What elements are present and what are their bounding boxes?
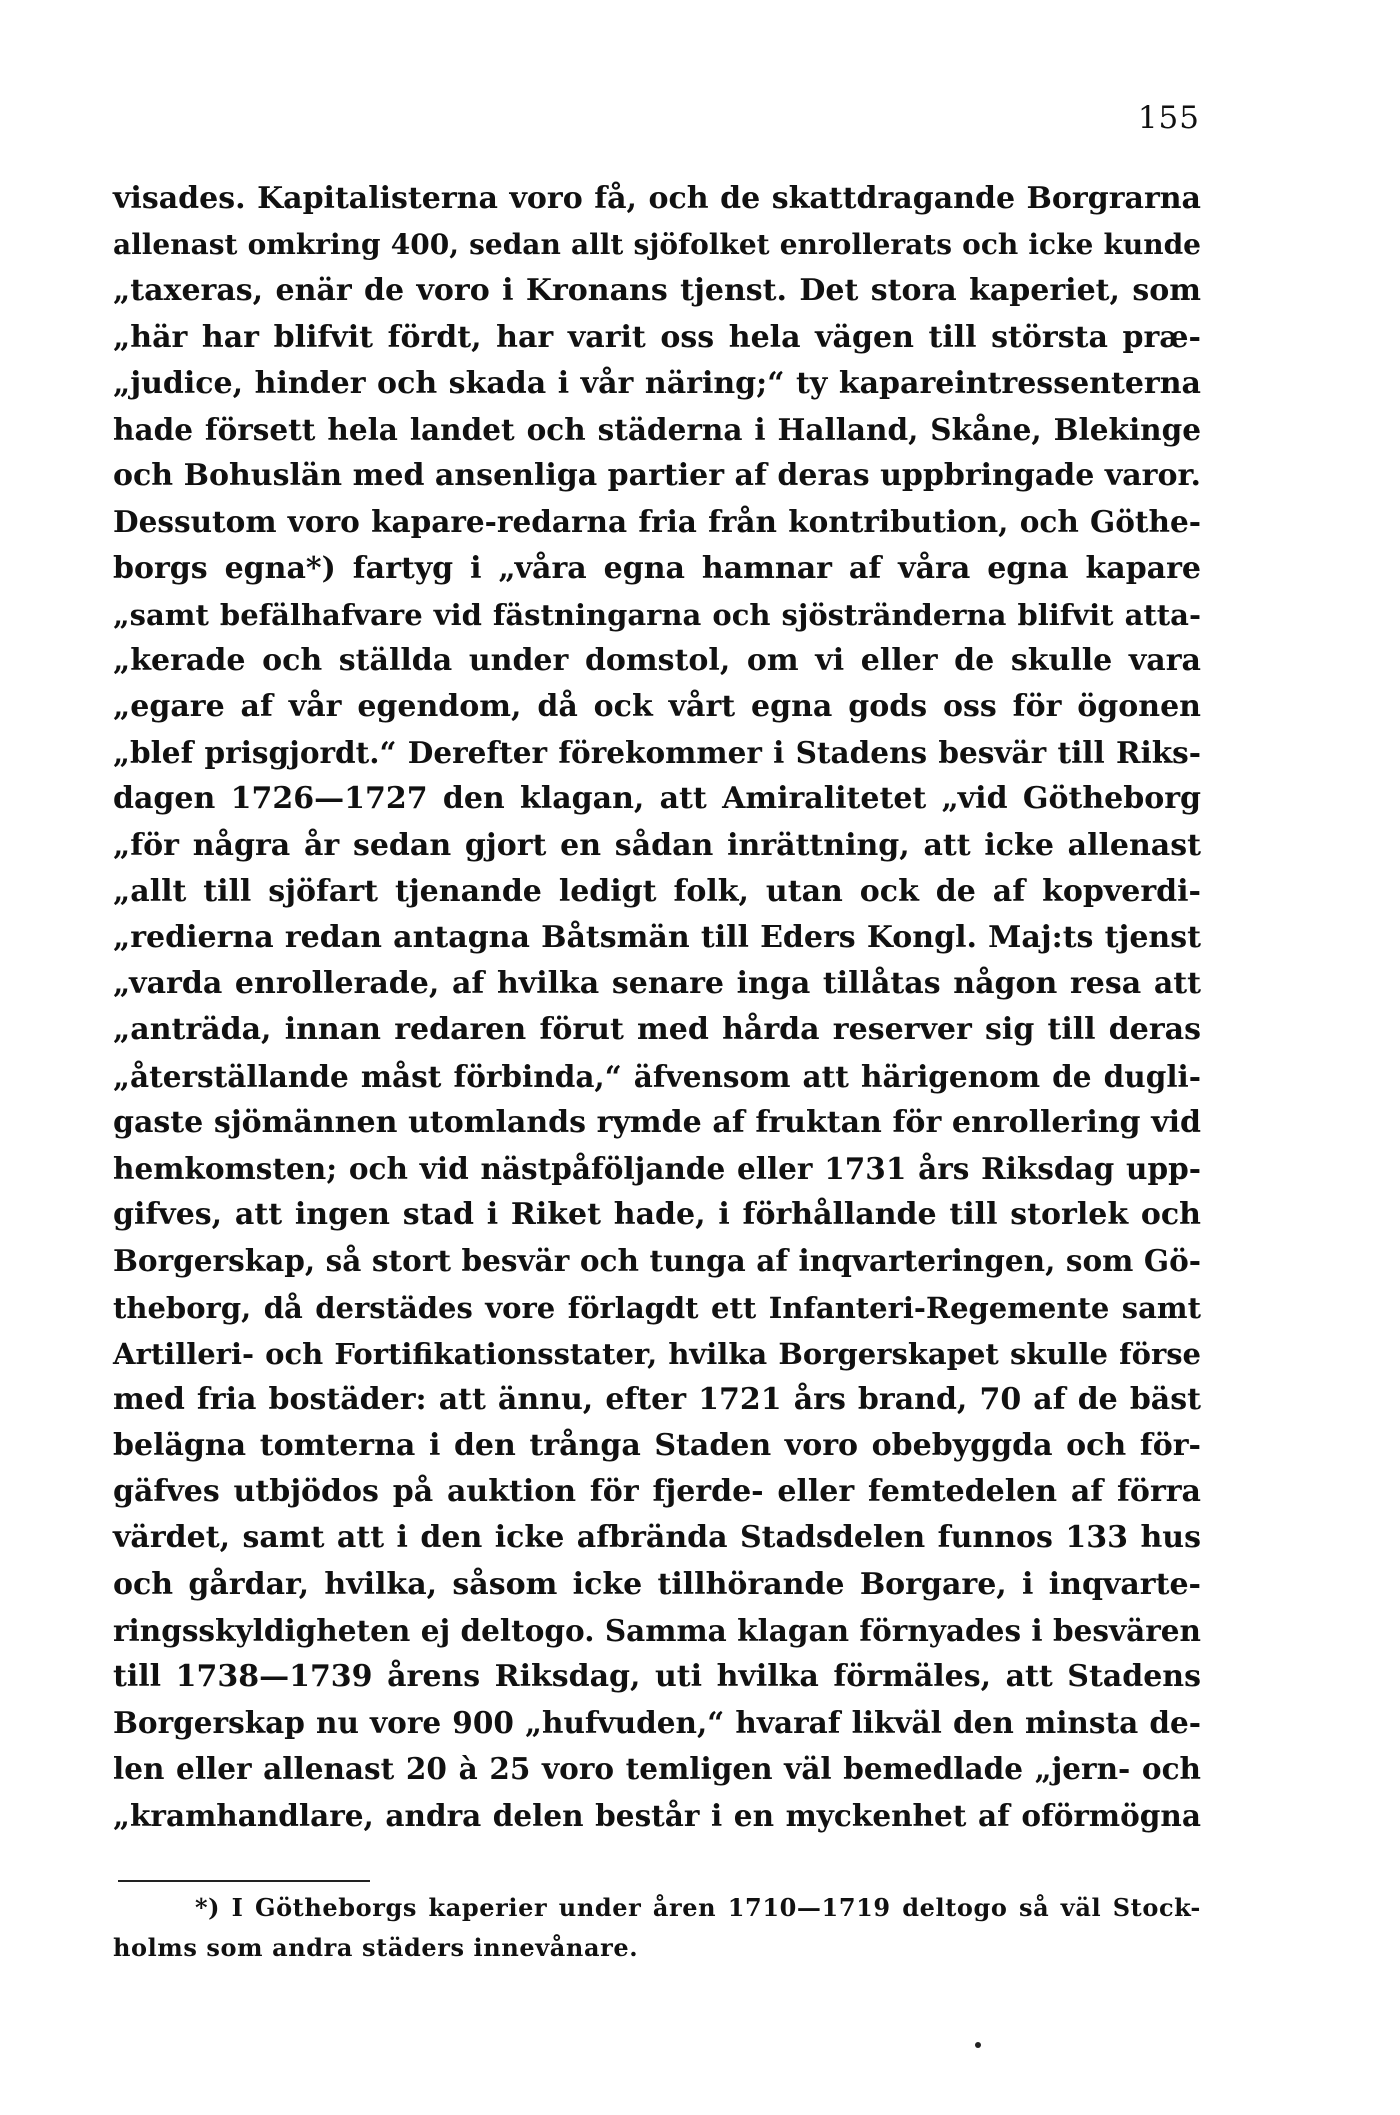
text-line: och Bohuslän med ansenliga partier af deras uppbringade varor. (113, 458, 1201, 494)
text-line: „anträda, innan redaren förut med hårda reserver sig till deras (113, 1012, 1201, 1048)
text-line: gaste sjömännen utomlands rymde af fruktan för enrollering vid (113, 1104, 1201, 1140)
text-line: „här har blifvit fördt, har varit oss hela vägen till största præ- (113, 319, 1201, 355)
text-line: „varda enrollerade, af hvilka senare inga tillåtas någon resa att (113, 966, 1201, 1002)
text-line: „taxeras, enär de voro i Kronans tjenst. Det stora kaperiet, som (113, 273, 1201, 309)
text-line: „samt befälhafvare vid fästningarna och sjöstränderna blifvit atta- (113, 597, 1201, 632)
text-line: len eller allenast 20 à 25 voro temligen väl bemedlade „jern- och (113, 1751, 1201, 1787)
footnote-line: holms som andra städers innevånare. (113, 1933, 639, 1962)
text-line: hemkomsten; och vid nästpåföljande eller 1731 års Riksdag upp- (113, 1150, 1201, 1186)
text-line: „allt till sjöfart tjenande ledigt folk, utan ock de af kopverdi- (113, 873, 1201, 909)
text-line: „redierna redan antagna Båtsmän till Eders Kongl. Maj:ts tjenst (113, 920, 1201, 955)
text-line: och gårdar, hvilka, såsom icke tillhörande Borgare, i inqvarte- (113, 1566, 1201, 1602)
text-line: theborg, då derstädes vore förlagdt ett Infanteri-Regemente samt (113, 1290, 1201, 1325)
text-line: hade försett hela landet och städerna i Halland, Skåne, Blekinge (113, 411, 1201, 447)
text-line: värdet, samt att i den icke afbrända Stadsdelen funnos 133 hus (113, 1520, 1201, 1556)
footnote (113, 1888, 1201, 1968)
text-line: „egare af vår egendom, då ock vårt egna gods oss för ögonen (113, 689, 1201, 725)
footnote-divider (118, 1880, 370, 1882)
page-number: 155 (1137, 100, 1200, 136)
body-text (113, 176, 1201, 1839)
text-line: med fria bostäder: att ännu, efter 1721 års brand, 70 af de bäst (113, 1381, 1201, 1417)
text-line: till 1738—1739 årens Riksdag, uti hvilka förmäles, att Stadens (113, 1659, 1201, 1694)
text-line: allenast omkring 400, sedan allt sjöfolket enrollerats och icke kunde (113, 228, 1201, 262)
print-speck (975, 2042, 981, 2048)
text-line: ringsskyldigheten ej deltogo. Samma klagan förnyades i besvären (113, 1612, 1201, 1648)
text-line: belägna tomterna i den trånga Staden voro obebyggda och för- (113, 1428, 1201, 1464)
text-line: Borgerskap nu vore 900 „hufvuden,“ hvaraf likväl den minsta de- (113, 1705, 1201, 1741)
text-line: „judice, hinder och skada i vår näring;“ ty kapareintressenterna (113, 365, 1201, 401)
text-line: Dessutom voro kapare-redarna fria från kontribution, och Göthe- (113, 504, 1201, 540)
text-line: „blef prisgjordt.“ Derefter förekommer i Stadens besvär till Riks- (113, 735, 1201, 771)
text-line: borgs egna*) fartyg i „våra egna hamnar af våra egna kapare (113, 550, 1201, 586)
text-line: „kerade och ställda under domstol, om vi eller de skulle vara (113, 642, 1201, 678)
footnote-line: *) I Götheborgs kaperier under åren 1710—1719 deltogo så väl Stock- (195, 1893, 1201, 1922)
text-line: Artilleri- och Fortifikationsstater, hvilka Borgerskapet skulle förse (113, 1336, 1201, 1371)
text-line: visades. Kapitalisterna voro få, och de skattdragande Borgrarna (113, 181, 1201, 216)
text-line: „återställande måst förbinda,“ äfvensom att härigenom de dugli- (113, 1058, 1201, 1094)
text-line: „kramhandlare, andra delen består i en myckenhet af oförmögna (113, 1797, 1201, 1833)
text-line: Borgerskap, så stort besvär och tunga af inqvarteringen, som Gö- (113, 1243, 1201, 1279)
text-line: gäfves utbjödos på auktion för fjerde- eller femtedelen af förra (113, 1474, 1201, 1510)
text-line: gifves, att ingen stad i Riket hade, i förhållande till storlek och (113, 1197, 1201, 1233)
text-line: dagen 1726—1727 den klagan, att Amiralitetet „vid Götheborg (113, 781, 1201, 817)
text-line: „för några år sedan gjort en sådan inrättning, att icke allenast (113, 827, 1201, 863)
